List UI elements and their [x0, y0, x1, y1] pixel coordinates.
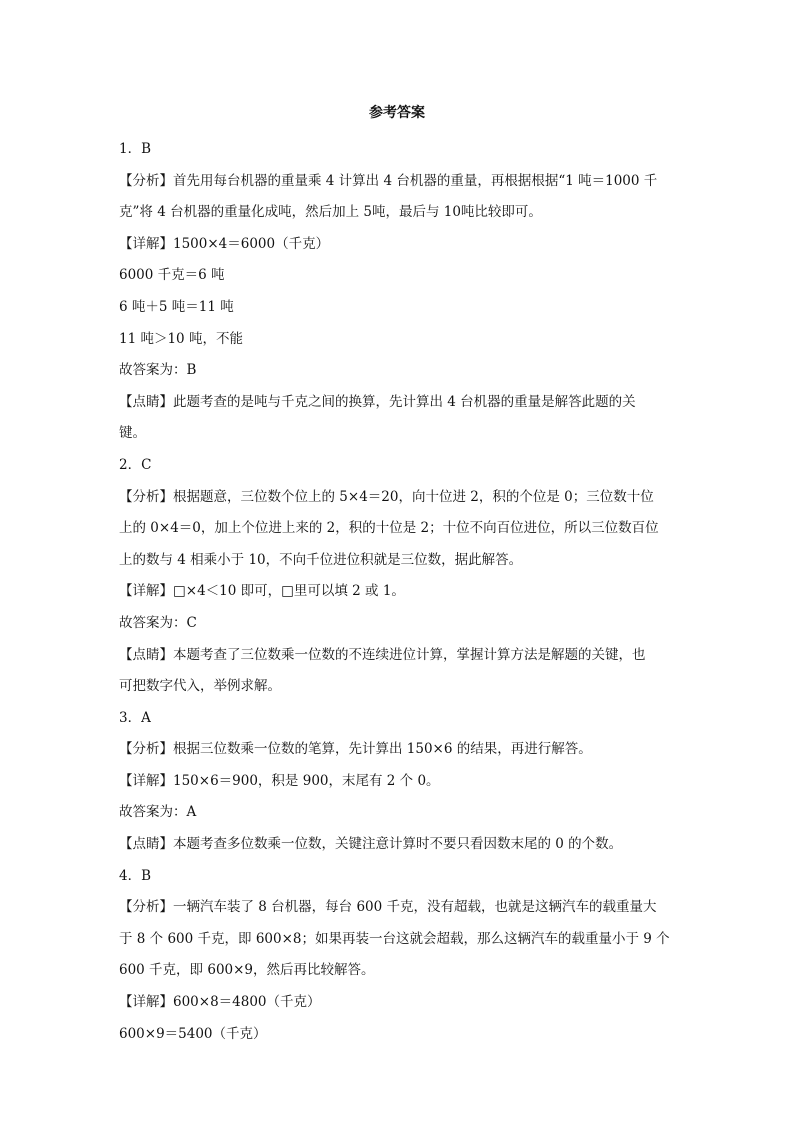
text-line: 故答案为：A [119, 804, 197, 821]
text-line: 600 千克，即 600×9，然后再比较解答。 [119, 962, 375, 979]
text-line: 上的数与 4 相乘小于 10，不向千位进位积就是三位数，据此解答。 [119, 551, 523, 568]
text-line: 【点睛】本题考查多位数乘一位数，关键注意计算时不要只看因数末尾的 0 的个数。 [119, 836, 623, 853]
text-line: 故答案为：C [119, 614, 197, 631]
text-line: 克”将 4 台机器的重量化成吨，然后加上 5吨，最后与 10吨比较即可。 [119, 204, 542, 221]
text-line: 【分析】一辆汽车装了 8 台机器，每台 600 千克，没有超载，也就是这辆汽车的载重量大 [119, 899, 657, 916]
text-line: 故答案为：B [119, 362, 197, 379]
text-line: 4．B [119, 867, 152, 884]
page-title: 参考答案 [369, 105, 425, 121]
text-line: 6000 千克＝6 吨 [119, 267, 225, 284]
text-line: 上的 0×4＝0，加上个位进上来的 2，积的十位是 2；十位不向百位进位，所以三位数百位 [119, 520, 659, 537]
text-line: 2．C [119, 456, 152, 473]
text-line: 【分析】首先用每台机器的重量乘 4 计算出 4 台机器的重量，再根据根据“1 吨＝1000 千 [119, 172, 658, 189]
text-line: 键。 [119, 425, 146, 442]
text-line: 可把数字代入，举例求解。 [119, 678, 281, 695]
text-line: 【详解】600×8＝4800（千克） [119, 994, 321, 1011]
text-line: 【点睛】本题考查了三位数乘一位数的不连续进位计算，掌握计算方法是解题的关键，也 [119, 646, 646, 663]
text-line: 【详解】□×4＜10 即可，□里可以填 2 或 1。 [119, 583, 405, 600]
text-line: 3．A [119, 709, 151, 726]
answer-content [119, 134, 679, 1050]
text-line: 【详解】150×6＝900，积是 900，末尾有 2 个 0。 [119, 772, 440, 789]
text-line: 【分析】根据三位数乘一位数的笔算，先计算出 150×6 的结果，再进行解答。 [119, 741, 592, 758]
text-line: 【点睛】此题考查的是吨与千克之间的换算，先计算出 4 台机器的重量是解答此题的关 [119, 393, 636, 410]
text-line: 【详解】1500×4＝6000（千克） [119, 235, 330, 252]
text-line: 于 8 个 600 千克，即 600×8；如果再装一台这就会超载，那么这辆汽车的载重量小于 9 个 [119, 930, 670, 947]
text-line: 6 吨＋5 吨＝11 吨 [119, 298, 234, 315]
text-line: 【分析】根据题意，三位数个位上的 5×4＝20，向十位进 2，积的个位是 0；三位数十位 [119, 488, 654, 505]
text-line: 11 吨＞10 吨，不能 [119, 330, 243, 347]
text-line: 1．B [119, 141, 152, 157]
text-line: 600×9＝5400（千克） [119, 1025, 267, 1042]
